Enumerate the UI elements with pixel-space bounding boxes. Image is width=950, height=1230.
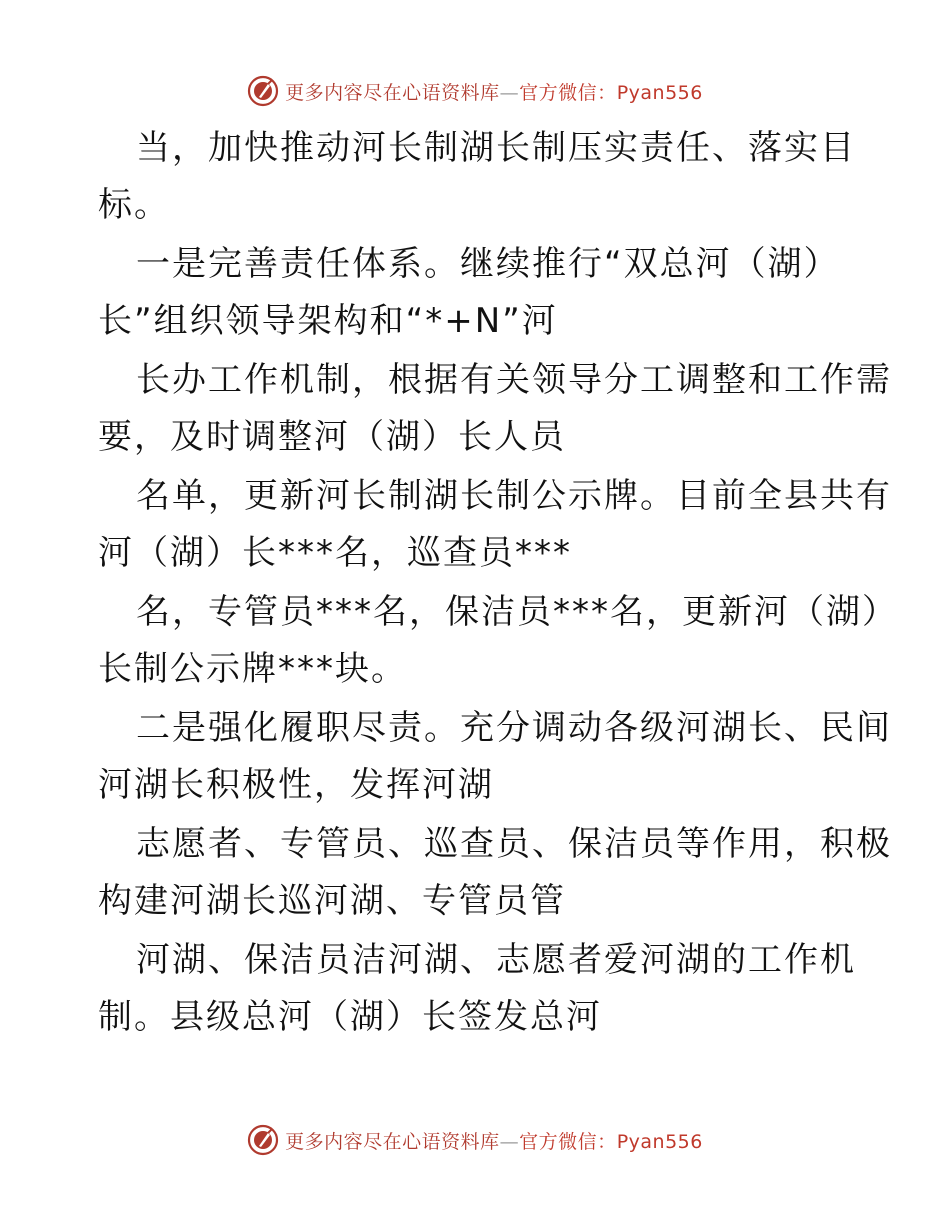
body-line: 构建河湖长巡河湖、专管员管 [98,881,566,921]
footer-watermark [0,1120,950,1160]
body-line: 要，及时调整河（湖）长人员 [98,417,566,457]
body-line: 河（湖）长***名，巡查员*** [98,533,572,573]
body-line: 名，专管员***名，保洁员***名，更新河（湖） [136,592,898,632]
body-line: 名单，更新河长制湖长制公示牌。目前全县共有 [136,476,892,516]
body-line: 制。县级总河（湖）长签发总河 [98,997,602,1037]
body-line: 长”组织领导架构和“*+N”河 [98,301,558,341]
watermark-wechat-label: 官方微信： [519,1130,617,1153]
watermark-text [285,78,703,105]
body-line: 志愿者、专管员、巡查员、保洁员等作用，积极 [136,824,892,864]
header-watermark [0,71,950,111]
body-line: 河湖长积极性，发挥河湖 [98,765,494,805]
body-line: 当，加快推动河长制湖长制压实责任、落实目 [136,128,856,168]
watermark-wechat-label: 官方微信： [519,81,617,104]
watermark-wechat-id: Pyan556 [616,1130,703,1153]
quill-logo-icon [247,75,279,107]
quill-logo-icon [247,1124,279,1156]
watermark-dash: — [499,1130,520,1153]
watermark-brand: 更多内容尽在心语资料库 [285,1130,500,1153]
watermark-brand: 更多内容尽在心语资料库 [285,81,500,104]
body-line: 河湖、保洁员洁河湖、志愿者爱河湖的工作机 [136,940,856,980]
body-line: 长办工作机制，根据有关领导分工调整和工作需 [136,360,892,400]
watermark-dash: — [499,81,520,104]
watermark-text [285,1127,703,1154]
watermark-wechat-id: Pyan556 [616,81,703,104]
body-line: 长制公示牌***块。 [98,649,407,689]
body-line: 二是强化履职尽责。充分调动各级河湖长、民间 [136,708,892,748]
body-line: 标。 [98,185,170,225]
body-line: 一是完善责任体系。继续推行“双总河（湖） [136,244,840,284]
